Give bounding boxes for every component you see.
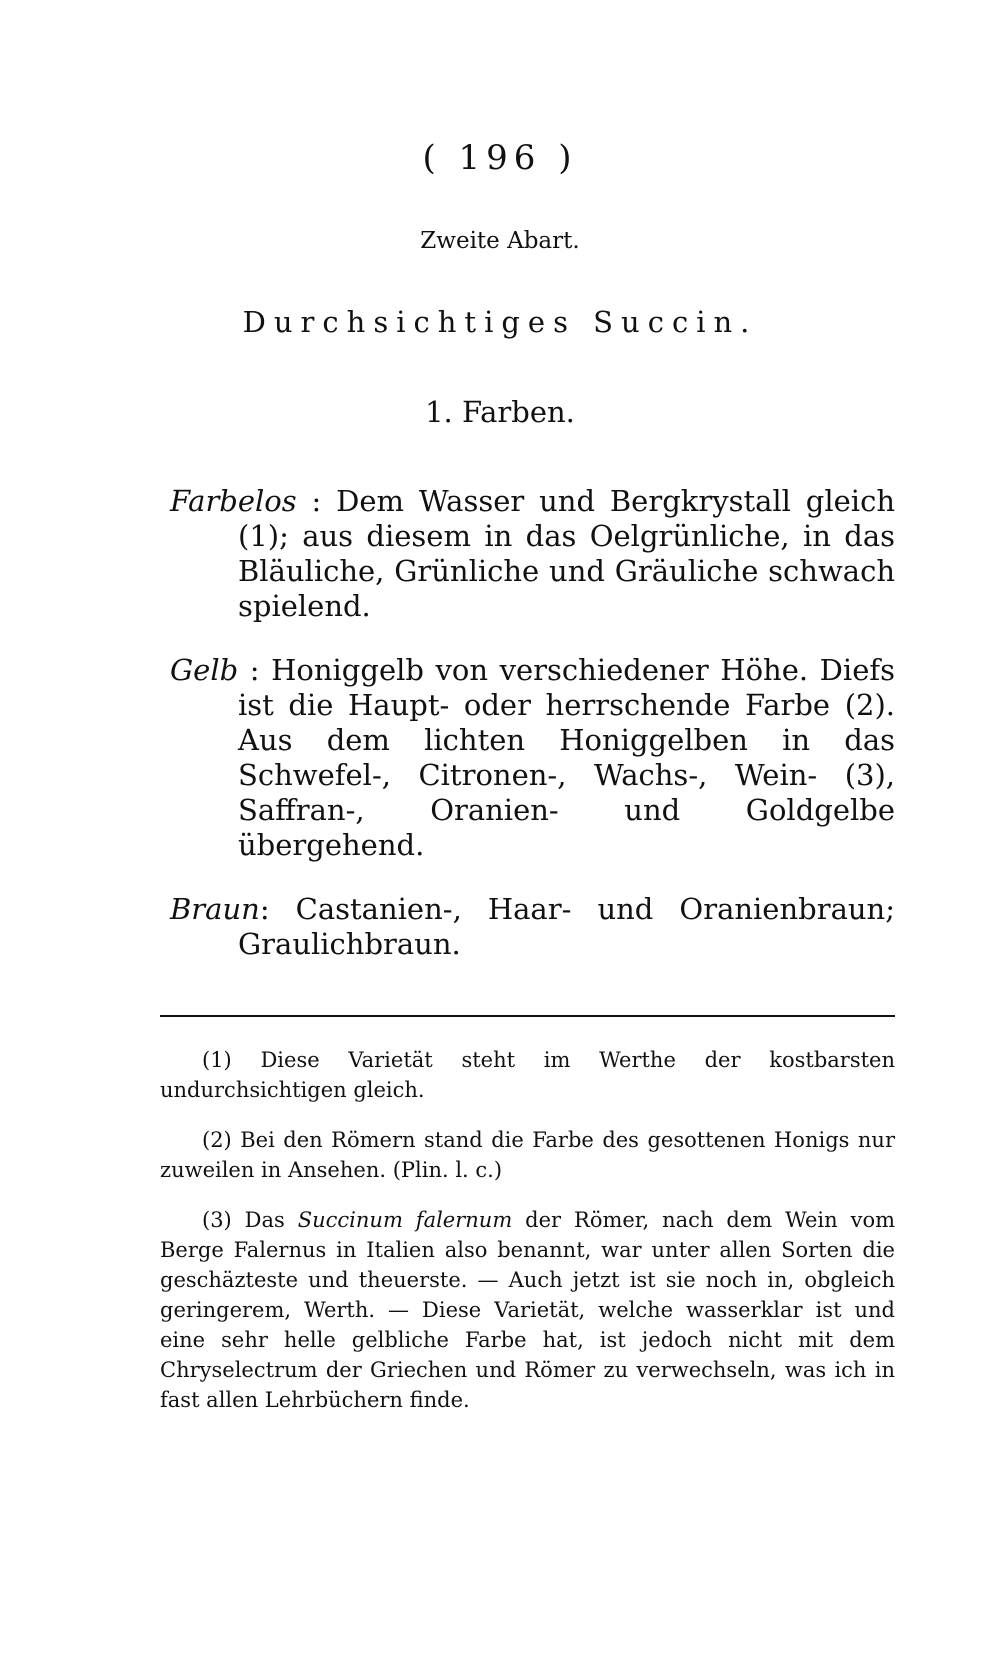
- footnote-2: (2) Bei den Römern stand die Farbe des gesottenen Honigs nur zuweilen in Ansehen. (Plin. l. c.): [160, 1128, 895, 1182]
- entry-separator: :: [238, 653, 272, 687]
- entry-braun: [170, 892, 895, 962]
- entry-farbelos: [170, 484, 895, 624]
- entry-text: Honiggelb von verschiedener Höhe. Diefs ist die Haupt- oder herrschende Farbe (2). Aus dem lichten Honiggelben in das Schwefel-, Citronen-, Wachs-, Wein- (3), Saffran-, Oranien- und Goldgelbe übergehend.: [238, 653, 895, 862]
- entry-text: Castanien-, Haar- und Oranienbraun; Graulichbraun.: [238, 892, 895, 961]
- footnote-3-prefix: (3) Das: [202, 1208, 298, 1232]
- section-title: 1. Farben.: [425, 395, 575, 429]
- entry-term: Farbelos: [170, 484, 297, 518]
- entry-text: Dem Wasser und Bergkrystall gleich (1); aus diesem in das Oelgrünliche, in das Bläuliche, Grünliche und Gräuliche schwach spielend.: [238, 484, 895, 623]
- entry-term: Braun: [170, 892, 260, 926]
- footnote-1: (1) Diese Varietät steht im Werthe der kostbarsten undurchsichtigen gleich.: [160, 1048, 895, 1102]
- footnote-3-text: der Römer, nach dem Wein vom Berge Falernus in Italien also benannt, war unter allen Sorten die geschäzteste und theuerste. — Auch jetzt ist sie noch in, obgleich geringerem, Werth. — Diese Varietät, welche wasserklar ist und eine sehr helle gelbliche Farbe hat, ist jedoch nicht mit dem Chryselectrum der Griechen und Römer zu verwechseln, was ich in fast allen Lehrbüchern finde.: [160, 1208, 895, 1412]
- entry-separator: :: [259, 892, 296, 926]
- footnote-3-italic-term: Succinum falernum: [297, 1208, 513, 1232]
- subheading: Zweite Abart.: [420, 228, 580, 254]
- page-number: ( 196 ): [422, 138, 578, 178]
- footnote-divider: [160, 1015, 895, 1017]
- footnote-3: [160, 1205, 895, 1415]
- section-heading: Durchsichtiges Succin.: [242, 305, 758, 339]
- entry-gelb: [170, 653, 895, 863]
- entry-separator: :: [296, 484, 337, 518]
- footnotes: [160, 1045, 895, 1435]
- entry-term: Gelb: [170, 653, 239, 687]
- color-entries: [170, 455, 895, 972]
